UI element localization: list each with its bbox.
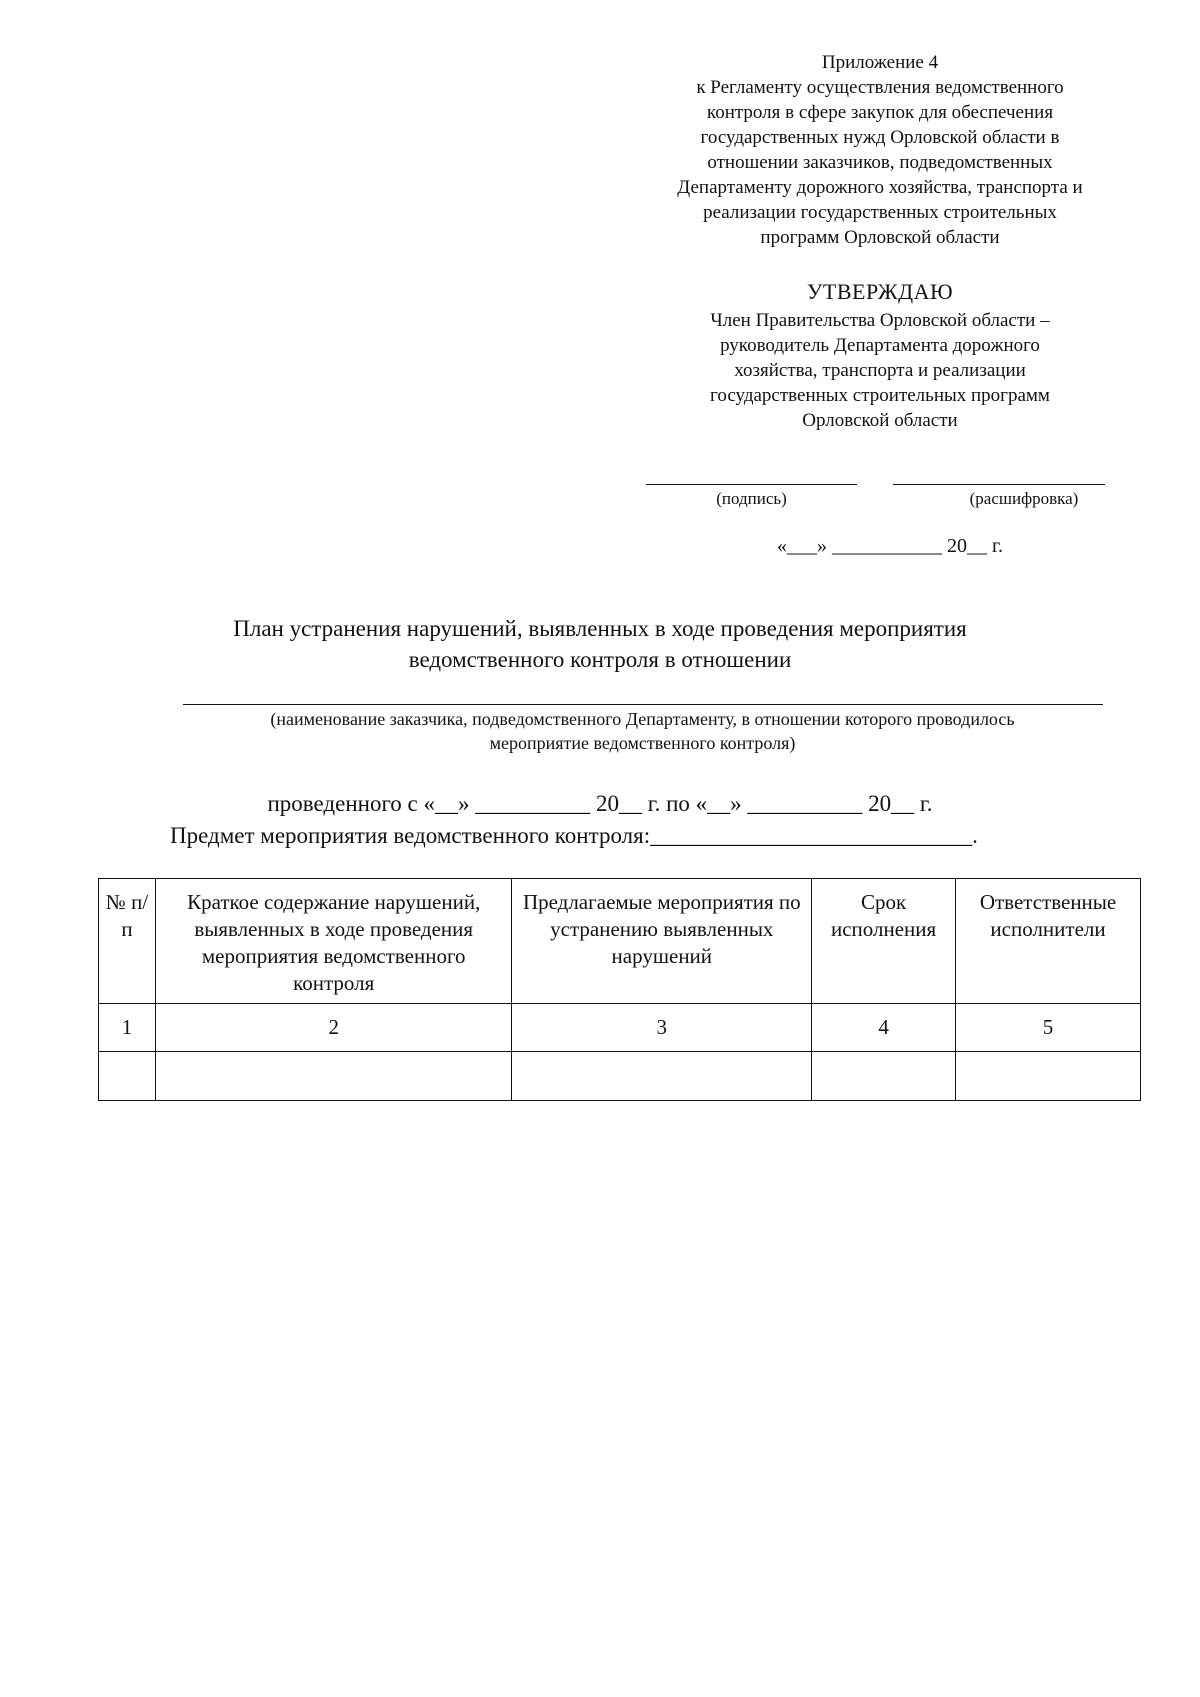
signature-label: (подпись) <box>716 489 787 508</box>
signature-line <box>646 484 857 485</box>
appendix-line: контроля в сфере закупок для обеспечения <box>706 102 1054 123</box>
approval-line: хозяйства, транспорта и реализации <box>734 360 1026 381</box>
appendix-line: Приложение 4 <box>821 52 939 73</box>
approval-title: УТВЕРЖДАЮ <box>806 279 954 304</box>
approval-line: Орловской области <box>802 410 958 431</box>
table-cell-empty <box>99 1052 156 1101</box>
caption-line: (наименование заказчика, подведомственного Департаменту, в отношении которого проводилось <box>270 709 1015 729</box>
column-number: 2 <box>155 1004 512 1052</box>
appendix-line: отношении заказчиков, подведомственных <box>707 152 1053 173</box>
plan-title-line: ведомственного контроля в отношении <box>408 647 792 672</box>
approval-date: «___» ___________ 20__ г. <box>777 535 1003 557</box>
appendix-header <box>620 50 1140 250</box>
column-header-measures: Предлагаемые мероприятия по устранению выявленных нарушений <box>512 879 812 1004</box>
violations-plan-table <box>98 878 1141 1101</box>
appendix-line: реализации государственных строительных <box>703 202 1057 223</box>
column-number: 4 <box>812 1004 956 1052</box>
customer-name-line <box>183 704 1103 705</box>
column-number: 1 <box>99 1004 156 1052</box>
held-period: проведенного с «__» __________ 20__ г. по «__» __________ 20__ г. <box>267 791 933 816</box>
table-row-column-numbers <box>99 1004 1141 1052</box>
column-header-violations: Краткое содержание нарушений, выявленных в ходе проведения мероприятия ведомственного контроля <box>155 879 512 1004</box>
appendix-line: к Регламенту осуществления ведомственного <box>696 77 1064 98</box>
plan-title <box>180 613 1020 675</box>
column-number: 5 <box>956 1004 1141 1052</box>
approval-line: государственных строительных программ <box>710 385 1050 406</box>
control-subject: Предмет мероприятия ведомственного контроля:____________________________. <box>170 823 978 848</box>
plan-title-line: План устранения нарушений, выявленных в ходе проведения мероприятия <box>233 616 967 641</box>
column-header-deadline: Срок исполнения <box>812 879 956 1004</box>
approval-line: Член Правительства Орловской области – <box>710 310 1050 331</box>
table-header-row <box>99 879 1141 1004</box>
column-header-responsible: Ответственные исполнители <box>956 879 1141 1004</box>
table-cell-empty <box>155 1052 512 1101</box>
customer-name-caption <box>170 707 1115 755</box>
approval-line: руководитель Департамента дорожного <box>720 335 1040 356</box>
appendix-line: программ Орловской области <box>760 227 1000 248</box>
table-cell-empty <box>512 1052 812 1101</box>
table-cell-empty <box>956 1052 1141 1101</box>
decoding-line <box>893 484 1105 485</box>
column-header-number: № п/п <box>99 879 156 1004</box>
table-row-empty <box>99 1052 1141 1101</box>
appendix-line: Департаменту дорожного хозяйства, транспорта и <box>677 177 1083 198</box>
column-number: 3 <box>512 1004 812 1052</box>
table-cell-empty <box>812 1052 956 1101</box>
caption-line: мероприятие ведомственного контроля) <box>489 733 796 753</box>
decoding-label: (расшифровка) <box>969 489 1079 508</box>
approval-body <box>620 308 1140 433</box>
appendix-line: государственных нужд Орловской области в <box>700 127 1060 148</box>
